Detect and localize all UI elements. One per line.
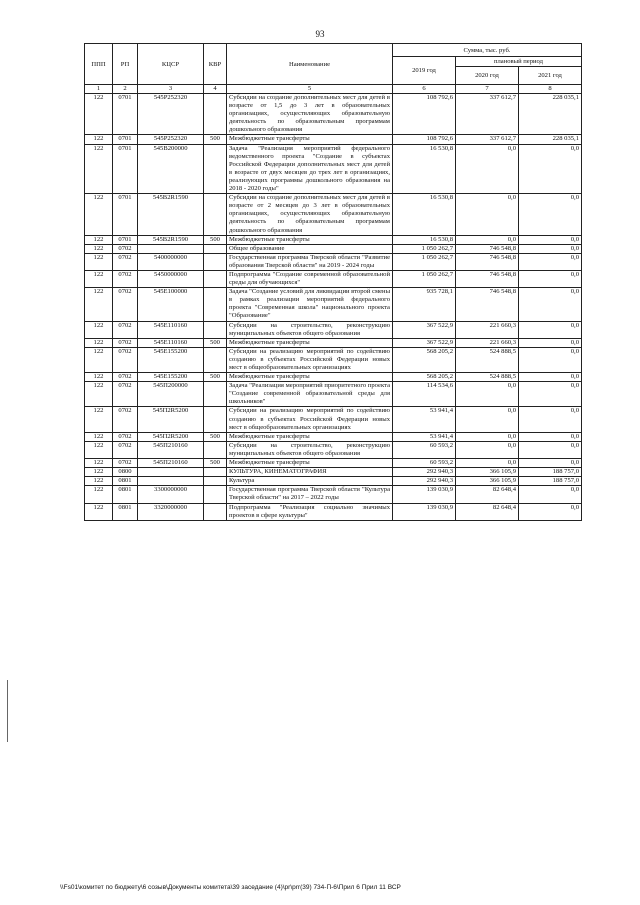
kvr-cell bbox=[204, 253, 227, 270]
amount-2020-cell: 221 660,3 bbox=[456, 338, 519, 347]
rp-cell: 0702 bbox=[113, 441, 138, 458]
rp-cell: 0701 bbox=[113, 144, 138, 194]
table-row bbox=[85, 477, 582, 486]
amount-2019-cell: 292 940,3 bbox=[393, 468, 456, 477]
amount-2021-cell: 0,0 bbox=[519, 253, 582, 270]
table-row bbox=[85, 459, 582, 468]
kvr-cell: 500 bbox=[204, 373, 227, 382]
kcsr-cell: 545B2R1590 bbox=[138, 194, 204, 235]
column-index: 3 bbox=[138, 85, 204, 94]
column-index: 6 bbox=[393, 85, 456, 94]
amount-2021-cell: 0,0 bbox=[519, 382, 582, 407]
name-cell: Межбюджетные трансферты bbox=[227, 432, 393, 441]
kvr-cell bbox=[204, 288, 227, 321]
ppp-cell: 122 bbox=[85, 144, 113, 194]
kvr-cell: 500 bbox=[204, 338, 227, 347]
amount-2021-cell: 188 757,0 bbox=[519, 468, 582, 477]
kvr-cell bbox=[204, 382, 227, 407]
amount-2019-cell: 139 030,9 bbox=[393, 486, 456, 503]
header-rp: РП bbox=[113, 44, 138, 85]
kvr-cell: 500 bbox=[204, 459, 227, 468]
rp-cell: 0702 bbox=[113, 347, 138, 372]
name-cell: КУЛЬТУРА, КИНЕМАТОГРАФИЯ bbox=[227, 468, 393, 477]
amount-2020-cell: 82 648,4 bbox=[456, 503, 519, 520]
rp-cell: 0702 bbox=[113, 459, 138, 468]
header-ppp: ППП bbox=[85, 44, 113, 85]
name-cell: Задача "Реализация мероприятий федерального ведомственного проекта "Создание в субъектах Российской Федерации дополнительных мест для детей в возрасте от двух месяцев до трех лет в организациях, реализующих программы дошкольного образования на 2018 - 2020 годы" bbox=[227, 144, 393, 194]
kcsr-cell: 3320000000 bbox=[138, 503, 204, 520]
rp-cell: 0702 bbox=[113, 432, 138, 441]
header-name: Наименование bbox=[227, 44, 393, 85]
amount-2021-cell: 0,0 bbox=[519, 347, 582, 372]
ppp-cell: 122 bbox=[85, 253, 113, 270]
ppp-cell: 122 bbox=[85, 468, 113, 477]
kvr-cell: 500 bbox=[204, 235, 227, 244]
kcsr-cell: 5450000000 bbox=[138, 270, 204, 287]
kcsr-cell: 545E155200 bbox=[138, 347, 204, 372]
kvr-cell bbox=[204, 477, 227, 486]
rp-cell: 0702 bbox=[113, 270, 138, 287]
kcsr-cell: 545E100000 bbox=[138, 288, 204, 321]
amount-2019-cell: 114 534,6 bbox=[393, 382, 456, 407]
name-cell: Субсидии на создание дополнительных мест для детей в возрасте от 2 месяцев до 3 лет в образовательных организациях, осуществляющих образовательную деятельность по образовательным программам дошкольного образования bbox=[227, 194, 393, 235]
amount-2020-cell: 0,0 bbox=[456, 144, 519, 194]
ppp-cell: 122 bbox=[85, 288, 113, 321]
amount-2020-cell: 0,0 bbox=[456, 459, 519, 468]
ppp-cell: 122 bbox=[85, 407, 113, 432]
name-cell: Субсидии на реализацию мероприятий по содействию созданию в субъектах Российской Федерации новых мест в общеобразовательных организациях bbox=[227, 347, 393, 372]
rp-cell: 0702 bbox=[113, 382, 138, 407]
table-row bbox=[85, 432, 582, 441]
kcsr-cell: 545П200000 bbox=[138, 382, 204, 407]
kvr-cell bbox=[204, 94, 227, 135]
table-row bbox=[85, 270, 582, 287]
name-cell: Культура bbox=[227, 477, 393, 486]
rp-cell: 0702 bbox=[113, 321, 138, 338]
amount-2020-cell: 524 888,5 bbox=[456, 373, 519, 382]
kvr-cell bbox=[204, 503, 227, 520]
table-row bbox=[85, 94, 582, 135]
amount-2019-cell: 367 522,9 bbox=[393, 321, 456, 338]
amount-2021-cell: 0,0 bbox=[519, 321, 582, 338]
kvr-cell bbox=[204, 441, 227, 458]
amount-2019-cell: 60 593,2 bbox=[393, 459, 456, 468]
table-row bbox=[85, 194, 582, 235]
name-cell: Субсидии на создание дополнительных мест для детей в возрасте от 1,5 до 3 лет в образовательных организациях, осуществляющих образовательную деятельность по образовательным программам дошкольного образования bbox=[227, 94, 393, 135]
ppp-cell: 122 bbox=[85, 486, 113, 503]
amount-2020-cell: 746 548,8 bbox=[456, 244, 519, 253]
table-row bbox=[85, 347, 582, 372]
header-kcsr: КЦСР bbox=[138, 44, 204, 85]
kcsr-cell: 545E110160 bbox=[138, 321, 204, 338]
rp-cell: 0702 bbox=[113, 244, 138, 253]
kcsr-cell: 545B2R1590 bbox=[138, 235, 204, 244]
table-row bbox=[85, 486, 582, 503]
amount-2019-cell: 16 530,8 bbox=[393, 235, 456, 244]
amount-2019-cell: 108 792,6 bbox=[393, 94, 456, 135]
table-row bbox=[85, 235, 582, 244]
column-index: 5 bbox=[227, 85, 393, 94]
amount-2021-cell: 0,0 bbox=[519, 486, 582, 503]
amount-2020-cell: 82 648,4 bbox=[456, 486, 519, 503]
header-2019: 2019 год bbox=[393, 57, 456, 85]
table-row bbox=[85, 144, 582, 194]
ppp-cell: 122 bbox=[85, 244, 113, 253]
table-row bbox=[85, 135, 582, 144]
ppp-cell: 122 bbox=[85, 373, 113, 382]
table-row bbox=[85, 338, 582, 347]
name-cell: Государственная программа Тверской области "Культура Тверской области" на 2017 – 2022 годы bbox=[227, 486, 393, 503]
amount-2019-cell: 16 530,8 bbox=[393, 194, 456, 235]
kvr-cell bbox=[204, 407, 227, 432]
rp-cell: 0701 bbox=[113, 194, 138, 235]
amount-2020-cell: 0,0 bbox=[456, 432, 519, 441]
amount-2019-cell: 935 728,1 bbox=[393, 288, 456, 321]
amount-2019-cell: 53 941,4 bbox=[393, 407, 456, 432]
rp-cell: 0702 bbox=[113, 338, 138, 347]
header-kvr: КВР bbox=[204, 44, 227, 85]
amount-2021-cell: 0,0 bbox=[519, 235, 582, 244]
amount-2019-cell: 1 050 262,7 bbox=[393, 270, 456, 287]
amount-2020-cell: 0,0 bbox=[456, 441, 519, 458]
rp-cell: 0702 bbox=[113, 373, 138, 382]
kcsr-cell: 545П210160 bbox=[138, 441, 204, 458]
amount-2019-cell: 60 593,2 bbox=[393, 441, 456, 458]
table-row bbox=[85, 244, 582, 253]
amount-2020-cell: 221 660,3 bbox=[456, 321, 519, 338]
amount-2019-cell: 568 205,2 bbox=[393, 373, 456, 382]
amount-2021-cell: 0,0 bbox=[519, 338, 582, 347]
kvr-cell bbox=[204, 194, 227, 235]
table-row bbox=[85, 253, 582, 270]
table-row bbox=[85, 407, 582, 432]
amount-2020-cell: 0,0 bbox=[456, 194, 519, 235]
amount-2019-cell: 1 050 262,7 bbox=[393, 244, 456, 253]
margin-mark bbox=[7, 680, 8, 742]
ppp-cell: 122 bbox=[85, 338, 113, 347]
amount-2021-cell: 188 757,0 bbox=[519, 477, 582, 486]
name-cell: Межбюджетные трансферты bbox=[227, 135, 393, 144]
ppp-cell: 122 bbox=[85, 270, 113, 287]
column-index: 1 bbox=[85, 85, 113, 94]
amount-2020-cell: 524 888,5 bbox=[456, 347, 519, 372]
name-cell: Субсидии на строительство, реконструкцию муниципальных объектов общего образования bbox=[227, 321, 393, 338]
ppp-cell: 122 bbox=[85, 235, 113, 244]
column-index: 4 bbox=[204, 85, 227, 94]
ppp-cell: 122 bbox=[85, 503, 113, 520]
amount-2020-cell: 366 105,9 bbox=[456, 477, 519, 486]
amount-2019-cell: 292 940,3 bbox=[393, 477, 456, 486]
ppp-cell: 122 bbox=[85, 441, 113, 458]
ppp-cell: 122 bbox=[85, 459, 113, 468]
amount-2021-cell: 0,0 bbox=[519, 270, 582, 287]
ppp-cell: 122 bbox=[85, 477, 113, 486]
rp-cell: 0701 bbox=[113, 135, 138, 144]
rp-cell: 0800 bbox=[113, 468, 138, 477]
table-row bbox=[85, 468, 582, 477]
amount-2020-cell: 0,0 bbox=[456, 235, 519, 244]
rp-cell: 0702 bbox=[113, 407, 138, 432]
ppp-cell: 122 bbox=[85, 194, 113, 235]
table-row bbox=[85, 288, 582, 321]
amount-2021-cell: 0,0 bbox=[519, 194, 582, 235]
rp-cell: 0801 bbox=[113, 477, 138, 486]
amount-2021-cell: 0,0 bbox=[519, 288, 582, 321]
amount-2019-cell: 53 941,4 bbox=[393, 432, 456, 441]
name-cell: Задача "Создание условий для ликвидации второй смены в рамках реализации мероприятий федерального проекта "Современная школа" национального проекта "Образование" bbox=[227, 288, 393, 321]
kcsr-cell: 545P252320 bbox=[138, 94, 204, 135]
amount-2019-cell: 16 530,8 bbox=[393, 144, 456, 194]
amount-2021-cell: 0,0 bbox=[519, 432, 582, 441]
budget-table bbox=[84, 43, 582, 521]
kvr-cell: 500 bbox=[204, 135, 227, 144]
amount-2020-cell: 746 548,8 bbox=[456, 270, 519, 287]
amount-2020-cell: 337 612,7 bbox=[456, 94, 519, 135]
kcsr-cell bbox=[138, 468, 204, 477]
kcsr-cell: 545E110160 bbox=[138, 338, 204, 347]
header-2021: 2021 год bbox=[519, 67, 582, 85]
column-index-row bbox=[85, 85, 582, 94]
kvr-cell bbox=[204, 244, 227, 253]
amount-2021-cell: 0,0 bbox=[519, 459, 582, 468]
header-planned: плановый период bbox=[456, 57, 582, 67]
amount-2019-cell: 1 050 262,7 bbox=[393, 253, 456, 270]
page-number: 93 bbox=[315, 29, 325, 39]
table-body bbox=[85, 94, 582, 521]
footer-file-path: \\Fs01\комитет по бюджету\6 созыв\Документы комитета\39 заседание (4)\pr\prr(39) 734-П-6\Прил 6 Прил 11 ВСР bbox=[60, 884, 401, 891]
name-cell: Общее образование bbox=[227, 244, 393, 253]
amount-2019-cell: 367 522,9 bbox=[393, 338, 456, 347]
table-row bbox=[85, 503, 582, 520]
kcsr-cell: 545B200000 bbox=[138, 144, 204, 194]
amount-2021-cell: 0,0 bbox=[519, 407, 582, 432]
ppp-cell: 122 bbox=[85, 432, 113, 441]
kcsr-cell: 545P252320 bbox=[138, 135, 204, 144]
kcsr-cell: 545П210160 bbox=[138, 459, 204, 468]
amount-2020-cell: 0,0 bbox=[456, 407, 519, 432]
ppp-cell: 122 bbox=[85, 94, 113, 135]
name-cell: Задача "Реализация мероприятий приоритетного проекта "Создание современной образовательной среды для школьников" bbox=[227, 382, 393, 407]
name-cell: Субсидии на реализацию мероприятий по содействию созданию в субъектах Российской Федерации новых мест в общеобразовательных организациях bbox=[227, 407, 393, 432]
table-row bbox=[85, 382, 582, 407]
column-index: 7 bbox=[456, 85, 519, 94]
amount-2021-cell: 228 035,1 bbox=[519, 94, 582, 135]
amount-2020-cell: 746 548,8 bbox=[456, 253, 519, 270]
kcsr-cell: 545П2R5200 bbox=[138, 407, 204, 432]
kvr-cell: 500 bbox=[204, 432, 227, 441]
amount-2021-cell: 228 035,1 bbox=[519, 135, 582, 144]
amount-2021-cell: 0,0 bbox=[519, 503, 582, 520]
amount-2019-cell: 139 030,9 bbox=[393, 503, 456, 520]
amount-2021-cell: 0,0 bbox=[519, 441, 582, 458]
kcsr-cell bbox=[138, 477, 204, 486]
amount-2019-cell: 108 792,6 bbox=[393, 135, 456, 144]
name-cell: Подпрограмма "Реализация социально значимых проектов в сфере культуры" bbox=[227, 503, 393, 520]
rp-cell: 0801 bbox=[113, 486, 138, 503]
name-cell: Межбюджетные трансферты bbox=[227, 235, 393, 244]
header-sum: Сумма, тыс. руб. bbox=[393, 44, 582, 57]
rp-cell: 0801 bbox=[113, 503, 138, 520]
ppp-cell: 122 bbox=[85, 135, 113, 144]
column-index: 8 bbox=[519, 85, 582, 94]
header-2020: 2020 год bbox=[456, 67, 519, 85]
amount-2020-cell: 746 548,8 bbox=[456, 288, 519, 321]
ppp-cell: 122 bbox=[85, 347, 113, 372]
kvr-cell bbox=[204, 270, 227, 287]
kvr-cell bbox=[204, 144, 227, 194]
kcsr-cell: 5400000000 bbox=[138, 253, 204, 270]
kvr-cell bbox=[204, 347, 227, 372]
amount-2021-cell: 0,0 bbox=[519, 373, 582, 382]
kcsr-cell: 545E155200 bbox=[138, 373, 204, 382]
kvr-cell bbox=[204, 468, 227, 477]
kcsr-cell bbox=[138, 244, 204, 253]
table-row bbox=[85, 441, 582, 458]
rp-cell: 0701 bbox=[113, 235, 138, 244]
name-cell: Подпрограмма "Создание современной образовательной среды для обучающихся" bbox=[227, 270, 393, 287]
kcsr-cell: 545П2R5200 bbox=[138, 432, 204, 441]
table-row bbox=[85, 373, 582, 382]
name-cell: Субсидии на строительство, реконструкцию муниципальных объектов общего образования bbox=[227, 441, 393, 458]
rp-cell: 0702 bbox=[113, 288, 138, 321]
rp-cell: 0701 bbox=[113, 94, 138, 135]
amount-2020-cell: 366 105,9 bbox=[456, 468, 519, 477]
table-row bbox=[85, 321, 582, 338]
kvr-cell bbox=[204, 486, 227, 503]
column-index: 2 bbox=[113, 85, 138, 94]
amount-2021-cell: 0,0 bbox=[519, 144, 582, 194]
amount-2019-cell: 568 205,2 bbox=[393, 347, 456, 372]
rp-cell: 0702 bbox=[113, 253, 138, 270]
kcsr-cell: 3300000000 bbox=[138, 486, 204, 503]
kvr-cell bbox=[204, 321, 227, 338]
name-cell: Межбюджетные трансферты bbox=[227, 338, 393, 347]
ppp-cell: 122 bbox=[85, 382, 113, 407]
name-cell: Межбюджетные трансферты bbox=[227, 373, 393, 382]
ppp-cell: 122 bbox=[85, 321, 113, 338]
amount-2020-cell: 0,0 bbox=[456, 382, 519, 407]
name-cell: Межбюджетные трансферты bbox=[227, 459, 393, 468]
amount-2021-cell: 0,0 bbox=[519, 244, 582, 253]
amount-2020-cell: 337 612,7 bbox=[456, 135, 519, 144]
name-cell: Государственная программа Тверской области "Развитие образования Тверской области" на 2019 - 2024 годы bbox=[227, 253, 393, 270]
